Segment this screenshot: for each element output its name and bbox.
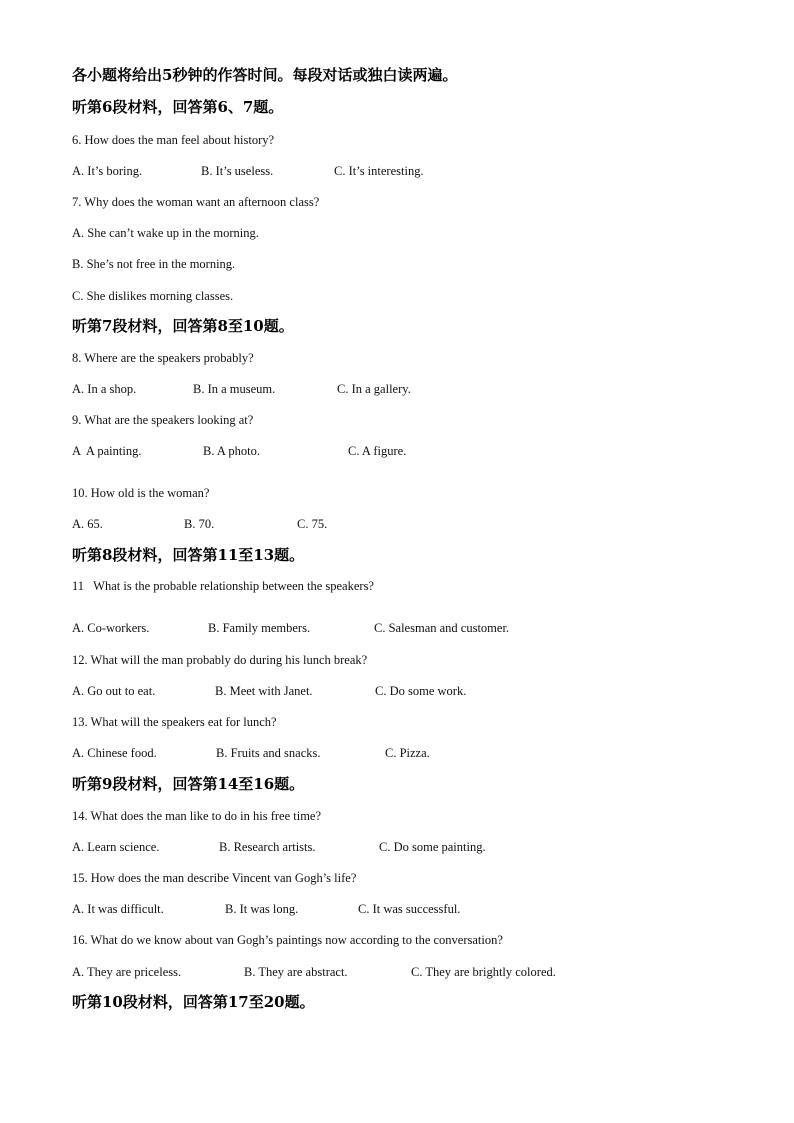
question-14: 14. What does the man like to do in his free time? [72, 809, 322, 823]
section-10-heading: 听第10段材料，回答第17至20题。 [72, 993, 315, 1011]
q9-option-a: A A painting. [72, 444, 142, 458]
q16-option-a: A. They are priceless. [72, 965, 182, 979]
q9-option-b: B. A photo. [203, 444, 260, 458]
q11-option-a: A. Co-workers. [72, 621, 150, 635]
q13-option-a: A. Chinese food. [72, 746, 157, 760]
section-7-heading: 听第7段材料，回答第8至10题。 [72, 317, 294, 335]
q12-option-a: A. Go out to eat. [72, 684, 156, 698]
instructions-text: 各小题将给出5秒钟的作答时间。每段对话或独白读两遍。 [72, 66, 458, 84]
q14-option-a: A. Learn science. [72, 840, 160, 854]
q11-option-b: B. Family members. [208, 621, 311, 635]
q8-option-a: A. In a shop. [72, 382, 137, 396]
question-9: 9. What are the speakers looking at? [72, 413, 254, 427]
q11-option-c: C. Salesman and customer. [374, 621, 510, 635]
q14-option-b: B. Research artists. [219, 840, 316, 854]
q15-option-c: C. It was successful. [358, 902, 461, 916]
q6-option-a: A. It’s boring. [72, 164, 143, 178]
q6-option-b: B. It’s useless. [201, 164, 274, 178]
q8-option-b: B. In a museum. [193, 382, 276, 396]
question-12: 12. What will the man probably do during his lunch break? [72, 653, 368, 667]
q12-option-c: C. Do some work. [375, 684, 467, 698]
q16-option-b: B. They are abstract. [244, 965, 348, 979]
question-8: 8. Where are the speakers probably? [72, 351, 254, 365]
section-8-heading: 听第8段材料，回答第11至13题。 [72, 546, 305, 564]
q7-option-a: A. She can’t wake up in the morning. [72, 226, 259, 240]
q6-option-c: C. It’s interesting. [334, 164, 424, 178]
question-15: 15. How does the man describe Vincent van Gogh’s life? [72, 871, 357, 885]
q13-option-b: B. Fruits and snacks. [216, 746, 321, 760]
q7-option-c: C. She dislikes morning classes. [72, 289, 234, 303]
q7-option-b: B. She’s not free in the morning. [72, 257, 236, 271]
q10-option-a: A. 65. [72, 517, 103, 531]
q12-option-b: B. Meet with Janet. [215, 684, 313, 698]
q16-option-c: C. They are brightly colored. [411, 965, 556, 979]
section-6-heading: 听第6段材料，回答第6、7题。 [72, 98, 284, 116]
question-13: 13. What will the speakers eat for lunch? [72, 715, 277, 729]
question-6: 6. How does the man feel about history? [72, 133, 275, 147]
question-11: 11 What is the probable relationship between the speakers? [72, 579, 374, 593]
question-16: 16. What do we know about van Gogh’s paintings now according to the conversation? [72, 933, 503, 947]
q10-option-c: C. 75. [297, 517, 328, 531]
q13-option-c: C. Pizza. [385, 746, 430, 760]
q8-option-c: C. In a gallery. [337, 382, 411, 396]
question-7: 7. Why does the woman want an afternoon class? [72, 195, 320, 209]
section-9-heading: 听第9段材料，回答第14至16题。 [72, 775, 305, 793]
q15-option-a: A. It was difficult. [72, 902, 164, 916]
q15-option-b: B. It was long. [225, 902, 299, 916]
q14-option-c: C. Do some painting. [379, 840, 486, 854]
question-10: 10. How old is the woman? [72, 486, 210, 500]
q9-option-c: C. A figure. [348, 444, 407, 458]
q10-option-b: B. 70. [184, 517, 215, 531]
